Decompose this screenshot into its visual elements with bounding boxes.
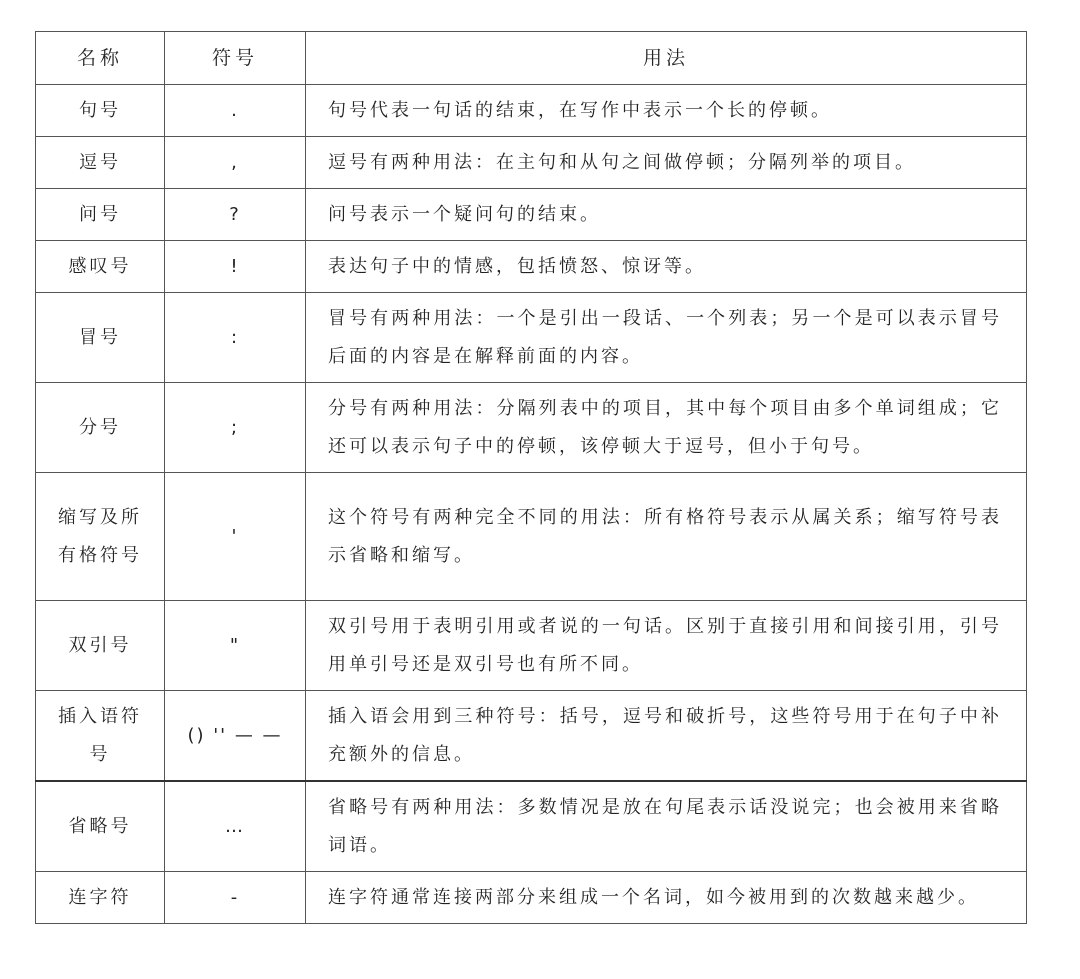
row-symbol: .	[165, 85, 306, 137]
row-usage: 分号有两种用法：分隔列表中的项目，其中每个项目由多个单词组成；它还可以表示句子中的停顿，该停顿大于逗号，但小于句号。	[306, 383, 1027, 473]
table-row	[36, 241, 1027, 293]
row-name: 连字符	[36, 872, 165, 924]
row-name: 感叹号	[36, 241, 165, 293]
row-name: 分号	[36, 383, 165, 473]
table-row	[36, 189, 1027, 241]
row-usage: 问号表示一个疑问句的结束。	[306, 189, 1027, 241]
header-usage: 用法	[306, 32, 1027, 85]
row-usage: 省略号有两种用法：多数情况是放在句尾表示话没说完；也会被用来省略词语。	[306, 781, 1027, 872]
row-usage: 表达句子中的情感，包括愤怒、惊讶等。	[306, 241, 1027, 293]
row-name: 省略号	[36, 781, 165, 872]
table-row	[36, 137, 1027, 189]
row-symbol: -	[165, 872, 306, 924]
table-row	[36, 691, 1027, 782]
header-row	[36, 32, 1027, 85]
row-symbol: ?	[165, 189, 306, 241]
punctuation-table-container	[35, 31, 1026, 924]
row-usage: 连字符通常连接两部分来组成一个名词，如今被用到的次数越来越少。	[306, 872, 1027, 924]
row-symbol: :	[165, 293, 306, 383]
row-usage: 双引号用于表明引用或者说的一句话。区别于直接引用和间接引用，引号用单引号还是双引号也有所不同。	[306, 601, 1027, 691]
table-row	[36, 601, 1027, 691]
header-name: 名称	[36, 32, 165, 85]
header-symbol: 符号	[165, 32, 306, 85]
row-symbol: ,	[165, 137, 306, 189]
table-row	[36, 872, 1027, 924]
row-name: 缩写及所有格符号	[36, 473, 165, 601]
row-usage: 这个符号有两种完全不同的用法：所有格符号表示从属关系；缩写符号表示省略和缩写。	[306, 473, 1027, 601]
table-row	[36, 473, 1027, 601]
row-symbol: …	[165, 781, 306, 872]
row-name: 双引号	[36, 601, 165, 691]
row-name: 句号	[36, 85, 165, 137]
row-usage: 插入语会用到三种符号：括号，逗号和破折号，这些符号用于在句子中补充额外的信息。	[306, 691, 1027, 782]
row-name: 逗号	[36, 137, 165, 189]
row-symbol: "	[165, 601, 306, 691]
table-row	[36, 781, 1027, 872]
row-symbol: '	[165, 473, 306, 601]
table-row	[36, 293, 1027, 383]
row-usage: 冒号有两种用法：一个是引出一段话、一个列表；另一个是可以表示冒号后面的内容是在解释前面的内容。	[306, 293, 1027, 383]
row-name: 问号	[36, 189, 165, 241]
table-row	[36, 383, 1027, 473]
row-name: 冒号	[36, 293, 165, 383]
row-symbol: () '' — —	[165, 691, 306, 782]
row-symbol: !	[165, 241, 306, 293]
row-symbol: ;	[165, 383, 306, 473]
punctuation-table	[35, 31, 1027, 924]
row-usage: 句号代表一句话的结束，在写作中表示一个长的停顿。	[306, 85, 1027, 137]
row-usage: 逗号有两种用法：在主句和从句之间做停顿；分隔列举的项目。	[306, 137, 1027, 189]
table-row	[36, 85, 1027, 137]
row-name: 插入语符号	[36, 691, 165, 782]
